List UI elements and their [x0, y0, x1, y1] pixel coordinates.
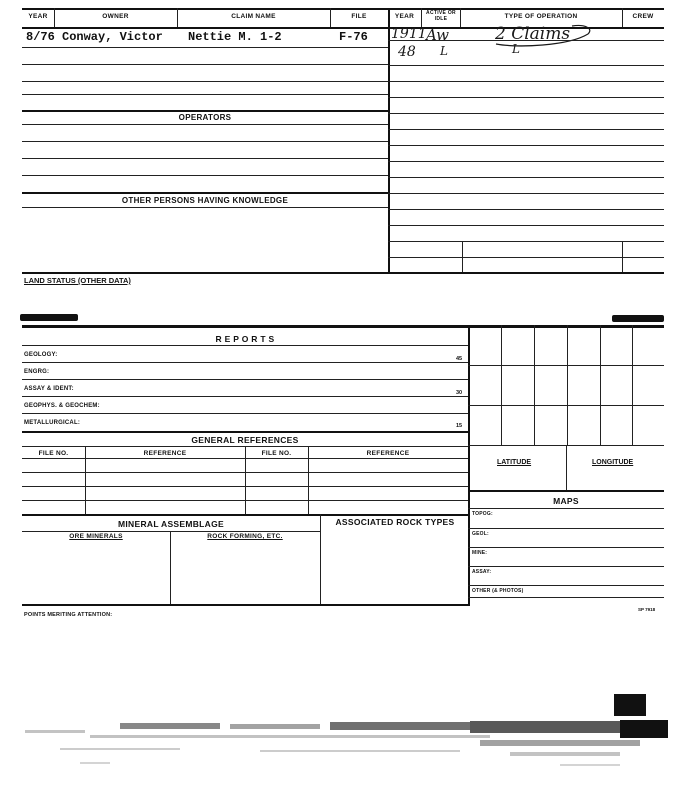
right-row-line — [388, 97, 664, 98]
section-mineral-assemblage: MINERAL ASSEMBLAGE — [118, 519, 224, 529]
grid-col — [567, 325, 568, 445]
operators-top-line — [22, 110, 388, 112]
reports-line — [22, 362, 468, 363]
record-year: 8/76 — [26, 30, 55, 44]
right-row-line — [388, 129, 664, 130]
section-land-status: LAND STATUS (OTHER DATA) — [24, 276, 131, 285]
col-divider-main — [388, 8, 390, 273]
header-reference-2: REFERENCE — [366, 450, 410, 457]
label-mine: MINE: — [472, 550, 488, 556]
row-line — [22, 64, 388, 65]
right-tick — [462, 241, 463, 272]
header-ore-minerals: ORE MINERALS — [69, 533, 123, 540]
section-points-meriting: POINTS MERITING ATTENTION: — [24, 612, 113, 618]
label-geology: GEOLOGY: — [24, 352, 58, 358]
land-status-top-line — [22, 272, 664, 274]
section-operators: OPERATORS — [178, 113, 232, 122]
scan-noise — [0, 690, 678, 800]
reports-right-divider — [468, 325, 470, 606]
col-divider — [421, 8, 422, 27]
reports-line — [22, 396, 468, 397]
right-row-line — [388, 161, 664, 162]
row-line — [22, 175, 388, 176]
right-row-line — [388, 40, 664, 41]
label-engrg: ENGRG: — [24, 369, 50, 375]
label-assay: ASSAY & IDENT: — [24, 386, 74, 392]
form-code: SP 7918 — [638, 607, 656, 612]
header-crew: CREW — [632, 13, 654, 20]
label-metallurgical: METALLURGICAL: — [24, 420, 81, 426]
top-border — [22, 8, 664, 10]
mineral-top-line — [22, 514, 468, 516]
section-reports: R E P O R T S — [215, 334, 275, 344]
row-line — [22, 124, 388, 125]
header-file-no-1: FILE NO. — [38, 450, 69, 457]
maps-line — [468, 566, 664, 567]
record-file: F-76 — [339, 30, 368, 44]
row-line — [22, 81, 388, 82]
right-row-line — [388, 177, 664, 178]
label-assay-map: ASSAY: — [472, 569, 492, 575]
number-45: 45 — [456, 356, 463, 362]
label-topog: TOPOG: — [472, 511, 493, 517]
right-tick — [622, 241, 623, 272]
mineral-col-divider — [320, 514, 321, 604]
maps-top-line — [468, 490, 664, 492]
header-rock-forming: ROCK FORMING, ETC. — [207, 533, 283, 540]
scan-smear-left — [20, 314, 78, 321]
header-type-operation: TYPE OF OPERATION — [504, 13, 578, 20]
grid-row — [468, 405, 664, 406]
ref-row-line — [22, 472, 468, 473]
grid-col — [534, 325, 535, 445]
handwritten-year-1: 1911 — [391, 26, 427, 42]
header-active-idle: ACTIVE OR IDLE — [426, 10, 456, 22]
maps-line — [468, 547, 664, 548]
section-general-references: GENERAL REFERENCES — [191, 435, 299, 445]
handwritten-oval — [488, 22, 598, 48]
handwritten-type-1: 2 Claims — [495, 24, 571, 44]
grid-col — [600, 325, 601, 445]
row-line — [22, 141, 388, 142]
reports-line — [22, 379, 468, 380]
maps-line — [468, 508, 664, 509]
scan-smear-right — [612, 315, 664, 322]
right-row-line — [388, 81, 664, 82]
label-latitude: LATITUDE — [497, 459, 532, 466]
maps-line — [468, 585, 664, 586]
right-row-line — [388, 65, 664, 66]
label-longitude: LONGITUDE — [592, 459, 634, 466]
right-row-line — [388, 225, 664, 226]
grid-row — [468, 365, 664, 366]
row-line — [22, 47, 388, 48]
row-line — [22, 94, 388, 95]
references-top-line — [22, 431, 468, 433]
row-line — [22, 207, 388, 208]
row-line — [22, 158, 388, 159]
ref-row-line — [22, 458, 468, 459]
lat-long-divider — [566, 445, 567, 490]
right-row-line — [388, 193, 664, 194]
number-30: 30 — [456, 390, 463, 396]
reports-line — [22, 413, 468, 414]
grid-col — [632, 325, 633, 445]
record-claim-name: Nettie M. 1-2 — [188, 30, 282, 44]
label-other-photos: OTHER (& PHOTOS) — [472, 588, 524, 594]
ref-row-line — [22, 500, 468, 501]
number-15: 15 — [456, 423, 463, 429]
right-row-line — [388, 113, 664, 114]
handwritten-active-1: Aw — [426, 26, 449, 44]
mineral-bottom-line — [22, 604, 468, 606]
right-row-line — [388, 145, 664, 146]
mineral-subheader-line — [22, 531, 320, 532]
section-maps: MAPS — [553, 496, 579, 506]
label-geophys: GEOPHYS. & GEOCHEM: — [24, 403, 100, 409]
header-file: FILE — [351, 13, 367, 20]
label-geol: GEOL: — [472, 531, 489, 537]
section-associated-rock-types: ASSOCIATED ROCK TYPES — [335, 517, 455, 527]
handwritten-type-2: L — [512, 42, 520, 56]
record-owner: Conway, Victor — [62, 30, 163, 44]
ref-row-line — [22, 486, 468, 487]
header-file-no-2: FILE NO. — [261, 450, 292, 457]
header-reference-1: REFERENCE — [143, 450, 187, 457]
handwritten-active-2: L — [440, 44, 448, 58]
right-row-line — [388, 209, 664, 210]
reports-line — [22, 345, 468, 346]
header-year: YEAR — [28, 13, 48, 20]
other-persons-top-line — [22, 192, 388, 194]
maps-line — [468, 528, 664, 529]
handwritten-year-2: 48 — [398, 44, 416, 60]
header-owner: OWNER — [102, 13, 129, 20]
header-claim-name: CLAIM NAME — [231, 13, 276, 20]
header-year-2: YEAR — [394, 13, 415, 20]
mineral-col-divider — [170, 531, 171, 604]
section-other-persons: OTHER PERSONS HAVING KNOWLEDGE — [121, 196, 289, 205]
maps-line — [468, 597, 664, 598]
grid-col — [501, 325, 502, 445]
